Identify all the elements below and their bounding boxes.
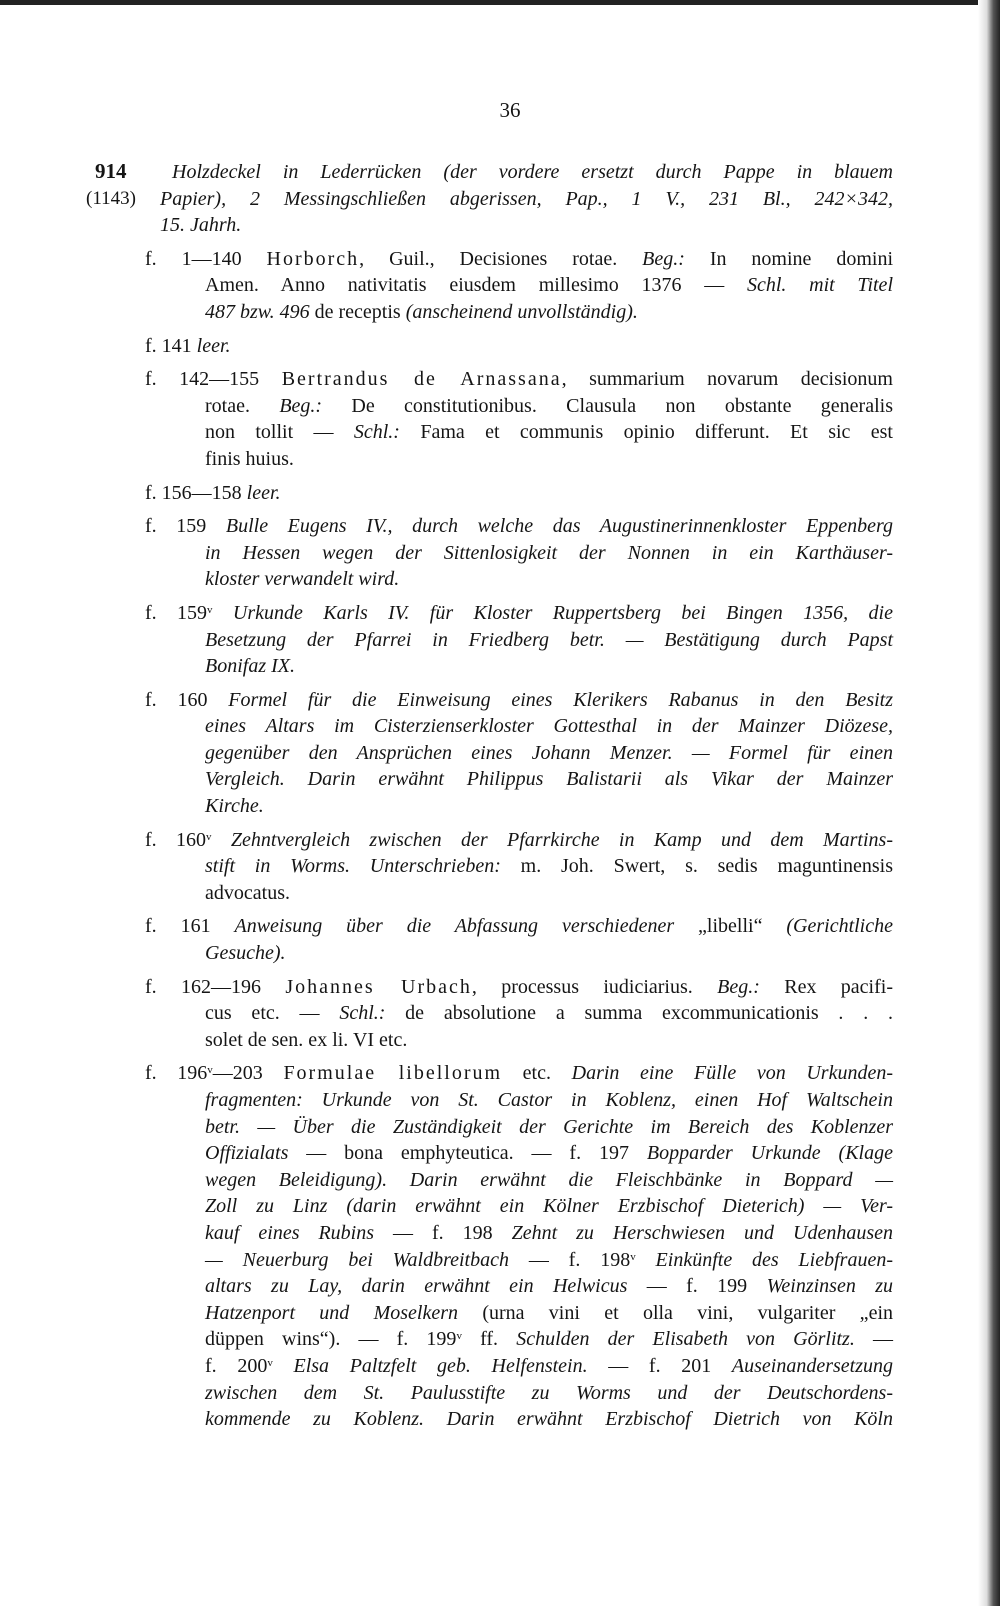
roman-text: In nomine domini xyxy=(684,247,893,270)
entry-line xyxy=(145,740,893,767)
entry-line xyxy=(145,766,893,793)
italic-text: leer. xyxy=(246,481,281,504)
italic-text: Besetzung der Pfarrei in Friedberg betr. — Bestätigung durch Papst xyxy=(205,628,893,651)
roman-text: f. 156—158 xyxy=(145,481,247,504)
italic-text: Beg.: xyxy=(717,975,760,998)
italic-text: kommende zu Koblenz. Darin erwähnt Erzbischof Dietrich von Köln xyxy=(205,1408,893,1431)
italic-text: Schl.: xyxy=(339,1002,386,1025)
italic-text: zwischen dem St. Paulusstifte zu Worms und der Deutschordens- xyxy=(205,1381,893,1404)
roman-text: Amen. Anno nativitatis eiusdem millesimo 1376 — xyxy=(205,274,747,297)
roman-text: — f. 201 xyxy=(587,1354,732,1377)
scan-right-edge xyxy=(978,0,1000,1606)
catalog-entry xyxy=(145,1060,893,1432)
entry-line xyxy=(145,1060,893,1087)
catalog-entry xyxy=(145,827,893,907)
italic-text: betr. — Über die Zuständigkeit der Gerichte im Bereich des Koblenzer xyxy=(205,1115,893,1138)
roman-text: , summarium novarum decisionum xyxy=(561,368,893,391)
entry-line xyxy=(145,1140,893,1167)
italic-text: Einkünfte des Liebfrauen- xyxy=(635,1248,893,1271)
entry-line xyxy=(145,186,893,213)
roman-text: m. Joh. Swert, s. sedis maguntinensis xyxy=(500,855,893,878)
roman-text: rotae. xyxy=(205,394,280,417)
spaced-author-name: Johannes Urbach xyxy=(285,975,472,998)
entry-line xyxy=(145,272,893,299)
catalog-entry xyxy=(145,687,893,820)
verso-superscript: v xyxy=(630,1250,636,1263)
roman-text: düppen wins“). — f. 199 xyxy=(205,1328,457,1351)
italic-text: Zoll zu Linz (darin erwähnt ein Kölner Erzbischof Dieterich) — Ver- xyxy=(205,1195,893,1218)
catalog-entry xyxy=(145,246,893,326)
roman-text: non tollit — xyxy=(205,421,354,444)
roman-text: f. 1—140 xyxy=(145,247,267,270)
italic-text: (Gerichtliche xyxy=(786,915,893,938)
italic-text: Bonifaz IX. xyxy=(205,655,295,678)
roman-text: f. 159 xyxy=(145,601,208,624)
italic-text: Schl.: xyxy=(353,421,400,444)
italic-text: Holzdeckel in Lederrücken (der vordere ersetzt durch Pappe in blauem xyxy=(172,161,893,183)
roman-text: f. 161 xyxy=(145,915,235,938)
roman-text: finis huius. xyxy=(205,447,294,470)
entry-line xyxy=(145,480,893,507)
italic-text: Hatzenport und Moselkern xyxy=(205,1301,459,1324)
entry-line xyxy=(145,913,893,940)
entry-line xyxy=(145,246,893,273)
italic-text: gegenüber den Ansprüchen eines Johann Menzer. — Formel für einen xyxy=(205,741,893,764)
italic-text: Darin eine Fülle von Urkunden- xyxy=(571,1062,893,1085)
entry-line xyxy=(145,600,893,627)
roman-text: — f. 199 xyxy=(627,1275,767,1298)
shelfmark: 914 xyxy=(95,159,127,183)
entry-line xyxy=(145,419,893,446)
roman-text: — bona emphyteutica. — f. 197 xyxy=(288,1142,647,1165)
roman-text: (urna vini et olla vini, vulgariter „ein xyxy=(458,1301,893,1324)
entry-line xyxy=(145,687,893,714)
entry-line xyxy=(145,333,893,360)
italic-text: Kirche. xyxy=(205,795,264,818)
entry-line xyxy=(145,1114,893,1141)
entry-line xyxy=(145,393,893,420)
entry-line xyxy=(145,940,893,967)
catalog-entry xyxy=(145,600,893,680)
entry-line xyxy=(145,1087,893,1114)
entry-line xyxy=(145,1353,893,1380)
entry-line xyxy=(145,1380,893,1407)
italic-text: Bulle Eugens IV., durch welche das Augustinerinnenkloster Eppenberg xyxy=(225,515,893,538)
roman-text: — f. 198 xyxy=(508,1248,631,1271)
catalog-entry xyxy=(145,366,893,472)
entry-line xyxy=(145,513,893,540)
italic-text: kloster verwandelt wird. xyxy=(205,568,400,591)
entry-line xyxy=(145,159,893,186)
roman-text: ff. xyxy=(461,1328,517,1351)
catalog-entry xyxy=(145,159,893,239)
verso-superscript: v xyxy=(207,603,213,616)
italic-text: fragmenten: Urkunde von St. Castor in Koblenz, einen Hof Waltschein xyxy=(205,1089,893,1111)
entry-line xyxy=(145,827,893,854)
entry-line xyxy=(145,1027,893,1054)
entry-line xyxy=(145,1300,893,1327)
roman-text: de receptis xyxy=(309,300,406,323)
roman-text: de absolutione a summa excommunicationis . . . xyxy=(385,1002,893,1025)
italic-text: Zehntvergleich zwischen der Pfarrkirche in Kamp und dem Martins- xyxy=(211,828,893,851)
page-number: 36 xyxy=(499,98,521,122)
roman-text: f. 141 xyxy=(145,334,197,357)
italic-text: 487 bzw. 496 xyxy=(205,300,310,323)
roman-text: Rex pacifi- xyxy=(759,975,893,998)
italic-text: wegen Beleidigung). Darin erwähnt die Fleischbänke in Boppard — xyxy=(205,1168,893,1191)
italic-text: — Neuerburg bei Waldbreitbach xyxy=(205,1248,509,1271)
verso-superscript: v xyxy=(267,1356,273,1369)
entry-line xyxy=(145,446,893,473)
entry-line xyxy=(145,1193,893,1220)
roman-text: cus etc. — xyxy=(205,1002,340,1025)
italic-text: eines Altars im Cisterzienserkloster Gottesthal in der Mainzer Diözese, xyxy=(205,715,893,738)
entry-line xyxy=(145,1167,893,1194)
entry-line xyxy=(145,1326,893,1353)
catalog-entry xyxy=(145,333,893,360)
italic-text: Anweisung über die Abfassung verschiedener xyxy=(234,915,699,938)
entry-line xyxy=(145,540,893,567)
roman-text: —203 xyxy=(212,1062,284,1085)
roman-text: f. 159 xyxy=(145,515,226,538)
entry-line xyxy=(145,1273,893,1300)
scan-top-border xyxy=(0,0,1000,5)
roman-text: advocatus. xyxy=(205,881,290,904)
entry-line xyxy=(145,366,893,393)
catalog-entry xyxy=(145,974,893,1054)
italic-text: Gesuche). xyxy=(205,942,286,965)
italic-text: Formel für die Einweisung eines Klerikers Rabanus in den Besitz xyxy=(228,688,893,711)
italic-text: Vergleich. Darin erwähnt Philippus Balistarii als Vikar der Mainzer xyxy=(205,768,893,791)
roman-text: De constitutionibus. Clausula non obstante generalis xyxy=(322,394,893,417)
italic-text: altars zu Lay, darin erwähnt ein Helwicus xyxy=(205,1275,628,1298)
italic-text: Schl. mit Titel xyxy=(746,274,893,297)
entry-line xyxy=(145,1220,893,1247)
italic-text: in Hessen wegen der Sittenlosigkeit der Nonnen in ein Karthäuser- xyxy=(205,541,893,564)
entry-line xyxy=(145,713,893,740)
italic-text: Papier), 2 Messingschließen abgerissen, Pap., 1 V., 231 Bl., 242×342, xyxy=(160,187,893,210)
roman-text: — f. 198 xyxy=(374,1221,512,1244)
entry-line xyxy=(145,212,893,239)
italic-text: Zehnt zu Herschwiesen und Udenhausen xyxy=(511,1221,893,1244)
catalog-entry xyxy=(145,513,893,593)
entry-line xyxy=(145,1247,893,1274)
italic-text: Urkunde Karls IV. für Kloster Ruppertsberg bei Bingen 1356, die xyxy=(212,601,893,624)
roman-text: — xyxy=(854,1328,893,1351)
roman-text: f. 160 xyxy=(145,688,229,711)
spaced-author-name: Formulae libellorum xyxy=(283,1062,503,1085)
italic-text: Offizialats xyxy=(205,1142,289,1165)
verso-superscript: v xyxy=(456,1330,462,1343)
catalog-entry xyxy=(145,480,893,507)
entry-line xyxy=(145,1406,893,1433)
entry-line xyxy=(145,974,893,1001)
verso-superscript: v xyxy=(206,830,212,843)
verso-superscript: v xyxy=(207,1064,213,1077)
italic-text: Elsa Paltzfelt geb. Helfenstein. xyxy=(272,1354,588,1377)
italic-text: Beg.: xyxy=(279,394,323,417)
roman-text: etc. xyxy=(502,1062,572,1085)
roman-text: f. 160 xyxy=(145,828,207,851)
roman-text: solet de sen. ex li. VI etc. xyxy=(205,1028,408,1051)
italic-text: stift in Worms. Unterschrieben: xyxy=(205,855,501,878)
entry-line xyxy=(145,299,893,326)
roman-text: f. 196 xyxy=(145,1062,208,1085)
spaced-author-name: Bertrandus de Arnassana xyxy=(281,368,562,391)
entry-line xyxy=(145,793,893,820)
italic-text: Beg.: xyxy=(642,247,685,270)
roman-text: f. 142—155 xyxy=(145,368,282,391)
roman-text: f. 200 xyxy=(205,1354,268,1377)
catalog-entries xyxy=(145,159,893,1433)
entry-line xyxy=(145,627,893,654)
entry-line xyxy=(145,1000,893,1027)
roman-text: , Guil., Decisiones rotae. xyxy=(359,247,643,270)
roman-text: Fama et communis opinio differunt. Et sic est xyxy=(399,421,893,444)
catalog-entry xyxy=(145,913,893,966)
italic-text: Bopparder Urkunde (Klage xyxy=(646,1142,893,1165)
italic-text: (anscheinend unvollständig). xyxy=(405,300,638,323)
roman-text: , processus iudiciarius. xyxy=(471,975,718,998)
entry-line xyxy=(145,653,893,680)
italic-text: 15. Jahrh. xyxy=(160,214,242,237)
italic-text: kauf eines Rubins xyxy=(205,1221,375,1244)
roman-text: f. 162—196 xyxy=(145,975,286,998)
italic-text: Auseinandersetzung xyxy=(731,1354,893,1377)
entry-line xyxy=(145,566,893,593)
spaced-author-name: Horborch xyxy=(266,247,360,270)
roman-text: „libelli“ xyxy=(698,915,787,938)
entry-line xyxy=(145,880,893,907)
italic-text: leer. xyxy=(196,334,231,357)
italic-text: Weinzinsen zu xyxy=(766,1275,893,1298)
entry-line xyxy=(145,853,893,880)
old-shelfmark: (1143) xyxy=(86,188,136,209)
italic-text: Schulden der Elisabeth von Görlitz. xyxy=(516,1328,855,1351)
